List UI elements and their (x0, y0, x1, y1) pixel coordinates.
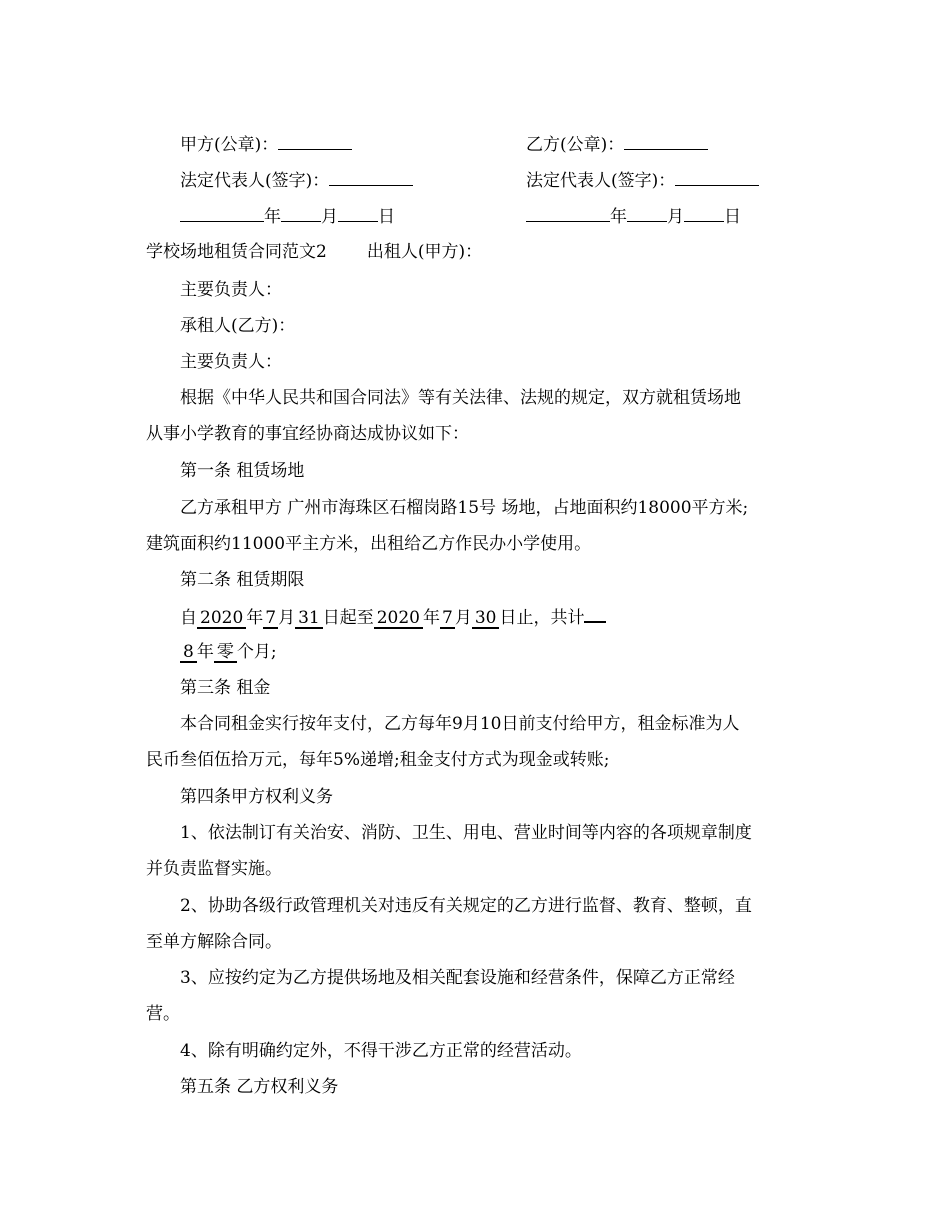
term-total-blank (584, 606, 606, 623)
party-a-rep-blank (329, 170, 413, 186)
article-3-line-2: 民币叁佰伍拾万元，每年5%递增;租金支付方式为现金或转账; (146, 750, 610, 770)
party-a-rep-label: 法定代表人(签字)： (180, 171, 330, 191)
article-4-item-2-line-1: 2、协助各级行政管理机关对违反有关规定的乙方进行监督、教育、整顿，直 (180, 896, 752, 916)
article-4-item-2-line-2: 至单方解除合同。 (146, 932, 282, 952)
total-year-label: 年 (196, 642, 214, 662)
party-b-month-blank (627, 206, 667, 222)
term-end-month-label: 月 (454, 608, 472, 628)
party-b-day-label: 日 (724, 207, 741, 227)
total-months-suffix: 个月; (236, 642, 277, 662)
lessee-label: 承租人(乙方)： (180, 316, 296, 336)
term-end-month: 7 (442, 608, 453, 628)
term-total-months: 零 (214, 643, 237, 663)
term-year-label: 年 (246, 608, 264, 628)
party-b-seal-line (526, 134, 950, 155)
term-total-years: 8 (180, 643, 197, 663)
party-a-year-label: 年 (264, 207, 281, 227)
article-3-title: 第三条 租金 (180, 678, 271, 698)
party-a-day-label: 日 (378, 207, 395, 227)
article-5-title: 第五条 乙方权利义务 (180, 1077, 339, 1097)
article-4-item-1-line-2: 并负责监督实施。 (146, 859, 282, 879)
article-3-line-1: 本合同租金实行按年支付，乙方每年9月10日前支付给甲方，租金标准为人 (180, 714, 740, 734)
article-2-total-line (180, 642, 840, 663)
party-b-seal-blank (624, 134, 708, 150)
lessee-principal: 主要负责人： (180, 352, 282, 372)
article-2-title: 第二条 租赁期限 (180, 570, 305, 590)
term-end-year-label: 年 (423, 608, 440, 628)
term-to-label: 日起至 (322, 608, 374, 628)
party-a-seal-label: 甲方(公章)： (180, 135, 279, 155)
party-a-month-blank (281, 206, 321, 222)
party-b-day-blank (684, 206, 724, 222)
party-a-year-blank (180, 206, 264, 222)
party-a-day-blank (338, 206, 378, 222)
article-4-title: 第四条甲方权利义务 (180, 787, 333, 807)
preamble-line-1: 根据《中华人民共和国合同法》等有关法律、法规的规定，双方就租赁场地 (180, 388, 741, 408)
article-1-title: 第一条 租赁场地 (180, 461, 305, 481)
party-b-rep-line (526, 170, 950, 191)
contract-title: 学校场地租赁合同范文2 (146, 242, 327, 262)
term-start-day: 31 (295, 609, 323, 629)
term-end-label: 日止，共计 (499, 608, 585, 628)
article-4-item-1-line-1: 1、依法制订有关治安、消防、卫生、用电、营业时间等内容的各项规章制度 (180, 823, 752, 843)
preamble-line-2: 从事小学教育的事宜经协商达成协议如下： (146, 424, 469, 444)
term-end-day: 30 (472, 609, 500, 629)
article-4-item-3-line-1: 3、应按约定为乙方提供场地及相关配套设施和经营条件，保障乙方正常经 (180, 968, 735, 988)
article-1-line-1: 乙方承租甲方 广州市海珠区石榴岗路15号 场地，占地面积约18000平方米; (180, 498, 749, 518)
lessor-principal: 主要负责人： (180, 280, 282, 300)
term-end-year: 2020 (374, 609, 423, 629)
party-b-month-label: 月 (667, 207, 684, 227)
article-1-line-2: 建筑面积约11000平主方米，出租给乙方作民办小学使用。 (146, 534, 592, 554)
article-4-item-3-line-2: 营。 (146, 1004, 180, 1024)
party-b-rep-blank (675, 170, 759, 186)
contract-title-line (146, 242, 806, 262)
article-2-term-line (180, 606, 840, 629)
article-4-item-4: 4、除有明确约定外，不得干涉乙方正常的经营活动。 (180, 1041, 582, 1061)
term-start-year: 2020 (197, 609, 246, 629)
term-from-label: 自 (180, 608, 197, 628)
party-a-seal-blank (278, 134, 352, 150)
term-start-month: 7 (265, 608, 277, 628)
lessor-label: 出租人(甲方)： (366, 242, 483, 262)
party-b-year-label: 年 (610, 207, 627, 227)
party-a-month-label: 月 (321, 207, 338, 227)
party-b-date-line (526, 206, 950, 227)
term-month-label: 月 (278, 608, 296, 628)
party-b-rep-label: 法定代表人(签字)： (526, 171, 676, 191)
party-b-year-blank (526, 206, 610, 222)
party-b-seal-label: 乙方(公章)： (526, 135, 625, 155)
